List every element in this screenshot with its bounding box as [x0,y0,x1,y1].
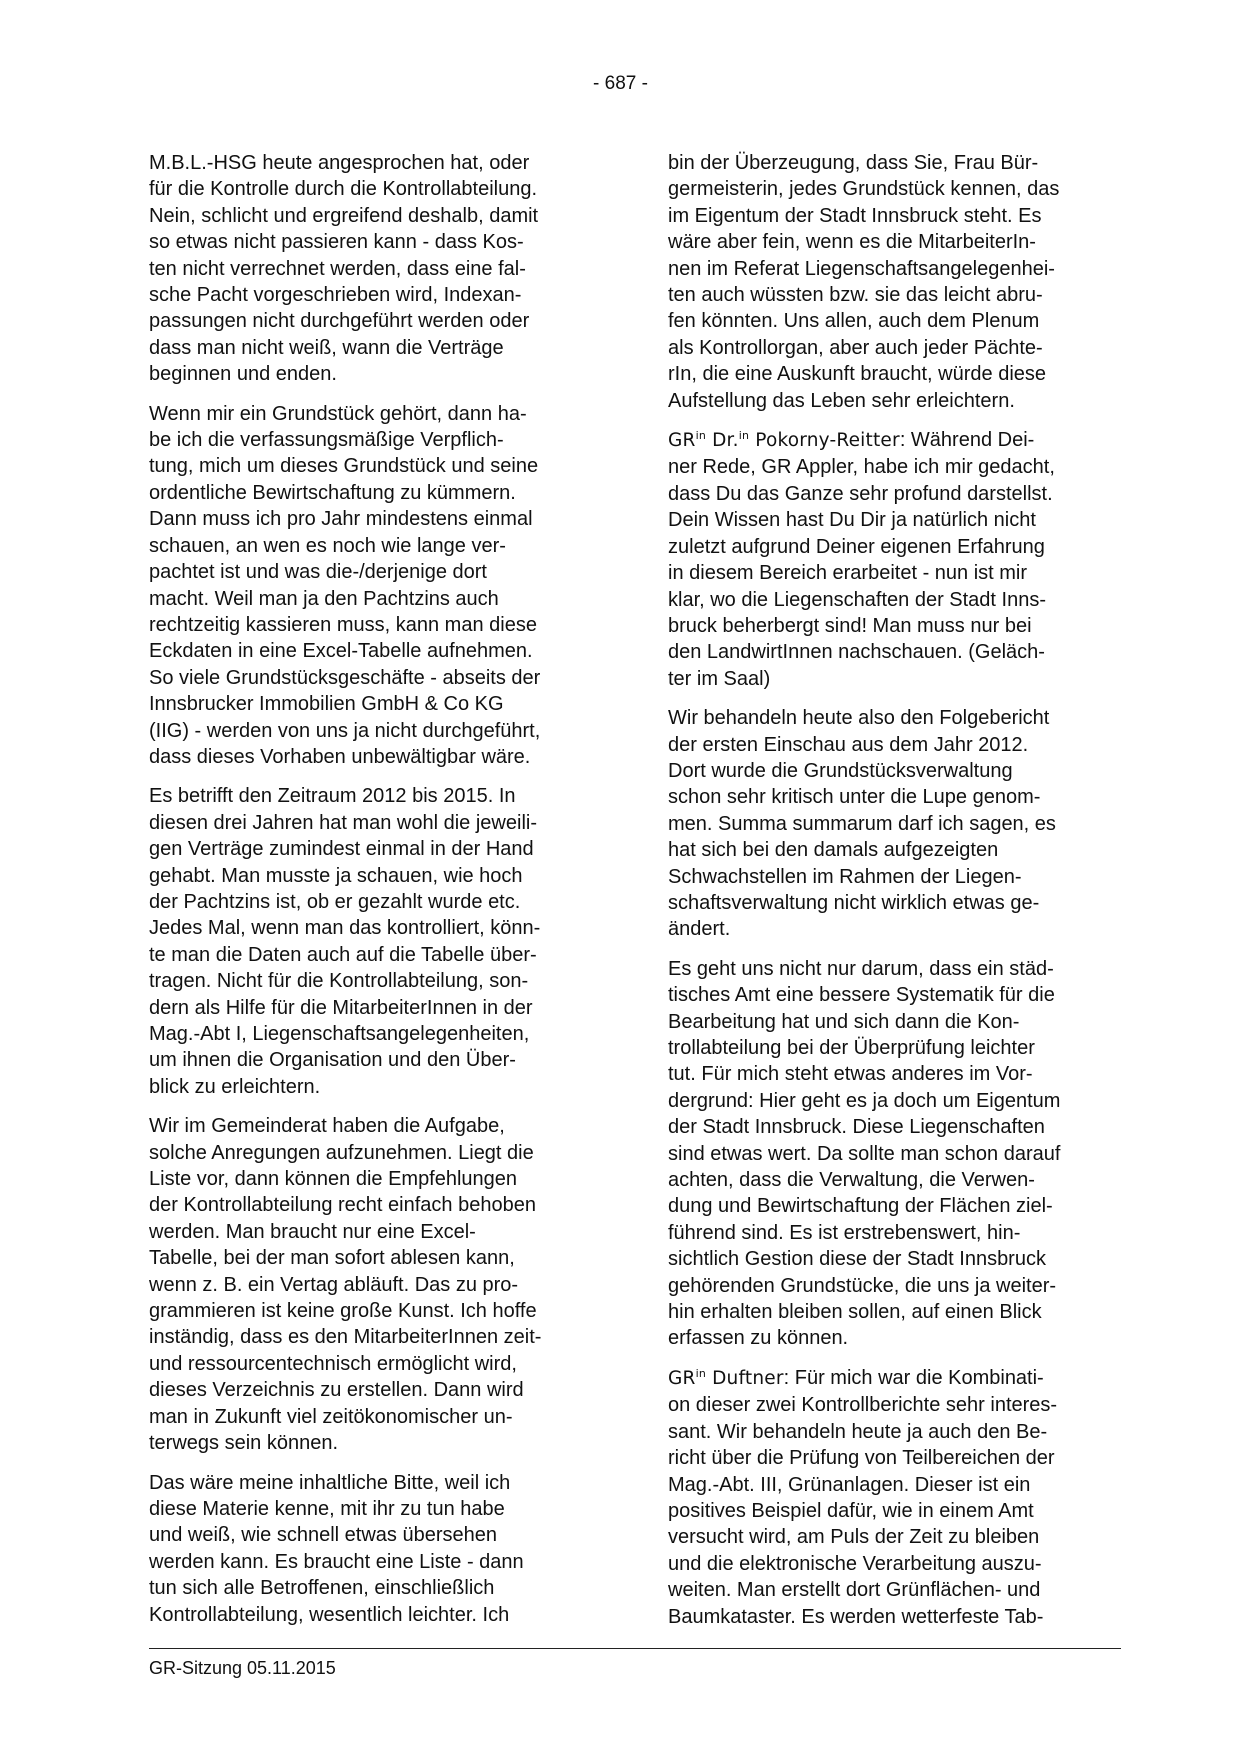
page-number: - 687 - [593,73,648,94]
speech-pokorny-reitter [668,427,1108,692]
speech-text: : Während Dei- ner Rede, GR Appler, habe ich mir gedacht, dass Du das Ganze sehr profund darstellst. Dein Wissen hast Du Dir ja natürlich nicht zuletzt aufgrund Deiner eigenen Erfahrung in diesem Bereich erarbeitet - nun ist mir klar, wo die Liegenschaften der Stadt Inns- bruck beherbergt sind! Man muss nur bei den LandwirtInnen nachschauen. (Geläch- ter im Saal) [668,429,1055,690]
paragraph: Es geht uns nicht nur darum, dass ein städ- tisches Amt eine bessere Systematik für die Bearbeitung hat und sich dann die Kon- trollabteilung bei der Überprüfung leichter tut. Für mich steht etwas anderes im Vor- dergrund: Hier geht es ja doch um Eigentum der Stadt Innsbruck. Diese Liegenschaften sind etwas wert. Da sollte man schon darauf achten, dass die Verwaltung, die Verwen- dung und Bewirtschaftung der Flächen ziel- führend sind. Es ist erstrebenswert, hin- sichtlich Gestion diese der Stadt Innsbruck gehörenden Grundstücke, die uns ja weiter- hin erhalten bleiben sollen, auf einen Blick erfassen zu können. [668,957,1061,1350]
right-column [668,150,1108,1643]
footer-text: GR-Sitzung 05.11.2015 [149,1658,336,1678]
speaker-name: $GR^{in}$ Duftner [668,1366,784,1389]
left-column [149,150,589,1641]
speaker-name: $GR^{in}$ Dr.$^{in}$ Pokorny-Reitter [668,428,900,452]
paragraph: bin der Überzeugung, dass Sie, Frau Bür- germeisterin, jedes Grundstück kennen, das im Eigentum der Stadt Innsbruck steht. Es wäre aber fein, wenn es die MitarbeiterIn- nen im Referat Liegenschaftsangelegenhei- ten auch wüssten bzw. sie das leicht abru- fen könnten. Uns allen, auch dem Plenum als Kontrollorgan, aber auch jeder Pächte- rIn, die eine Auskunft braucht, würde diese Aufstellung das Leben sehr erleichtern. [668,152,1060,412]
footer-divider [149,1648,1121,1649]
paragraph: Wir im Gemeinderat haben die Aufgabe, solche Anregungen aufzunehmen. Liegt die Liste vor, dann können die Empfehlungen der Kontrollabteilung recht einfach behoben werden. Man braucht nur eine Excel- Tabelle, bei der man sofort ablesen kann, wenn z. B. ein Vertag abläuft. Das zu pro- grammieren ist keine große Kunst. Ich hoffe inständig, dass es den MitarbeiterInnen zeit- und ressourcentechnisch ermöglicht wird, dieses Verzeichnis zu erstellen. Dann wird man in Zukunft viel zeitökonomischer un- terwegs sein können. [149,1115,542,1455]
speech-text: : Für mich war die Kombinati- on dieser zwei Kontrollberichte sehr interes- sant. Wir behandeln heute ja auch den Be- richt über die Prüfung von Teilbereichen der Mag.-Abt. III, Grünanlagen. Dieser ist ein positives Beispiel dafür, wie in einem Amt versucht wird, am Puls der Zeit zu bleiben und die elektronische Verarbeitung auszu- weiten. Man erstellt dort Grünflächen- und Baumkataster. Es werden wetterfeste Tab- [668,1366,1058,1628]
paragraph: Wir behandeln heute also den Folgebericht der ersten Einschau aus dem Jahr 2012. Dort wurde die Grundstücksverwaltung schon sehr kritisch unter die Lupe genom- men. Summa summarum darf ich sagen, es hat sich bei den damals aufgezeigten Schwachstellen im Rahmen der Liegen- schaftsverwaltung nicht wirklich etwas ge- ändert. [668,707,1056,941]
paragraph: Es betrifft den Zeitraum 2012 bis 2015. In diesen drei Jahren hat man wohl die jeweili- gen Verträge zumindest einmal in der Hand gehabt. Man musste ja schauen, wie hoch der Pachtzins ist, ob er gezahlt wurde etc. Jedes Mal, wenn man das kontrolliert, könn- te man die Daten auch auf die Tabelle über- tragen. Nicht für die Kontrollabteilung, son- dern als Hilfe für die MitarbeiterInnen in der Mag.-Abt I, Liegenschaftsangelegenheiten, um ihnen die Organisation und den Über- blick zu erleichtern. [149,785,541,1098]
paragraph: Wenn mir ein Grundstück gehört, dann ha- be ich die verfassungsmäßige Verpflich- tung, mich um dieses Grundstück und seine ordentliche Bewirtschaftung zu kümmern. Dann muss ich pro Jahr mindestens einmal schauen, an wen es noch wie lange ver- pachtet ist und was die-/derjenige dort macht. Weil man ja den Pachtzins auch rechtzeitig kassieren muss, kann man diese Eckdaten in eine Excel-Tabelle aufnehmen. So viele Grundstücksgeschäfte - abseits der Innsbrucker Immobilien GmbH & Co KG (IIG) - werden von uns ja nicht durchgeführt, dass dieses Vorhaben unbewältigbar wäre. [149,402,541,768]
speech-duftner [668,1365,1108,1630]
paragraph: Das wäre meine inhaltliche Bitte, weil ich diese Materie kenne, mit ihr zu tun habe und weiß, wie schnell etwas übersehen werden kann. Es braucht eine Liste - dann tun sich alle Betroffenen, einschließlich Kontrollabteilung, wesentlich leichter. Ich [149,1471,524,1626]
paragraph: M.B.L.-HSG heute angesprochen hat, oder für die Kontrolle durch die Kontrollabteilung. Nein, schlicht und ergreifend deshalb, damit so etwas nicht passieren kann - dass Kos- ten nicht verrechnet werden, dass eine fal- sche Pacht vorgeschrieben wird, Indexan- passungen nicht durchgeführt werden oder dass man nicht weiß, wann die Verträge beginnen und enden. [149,152,539,386]
